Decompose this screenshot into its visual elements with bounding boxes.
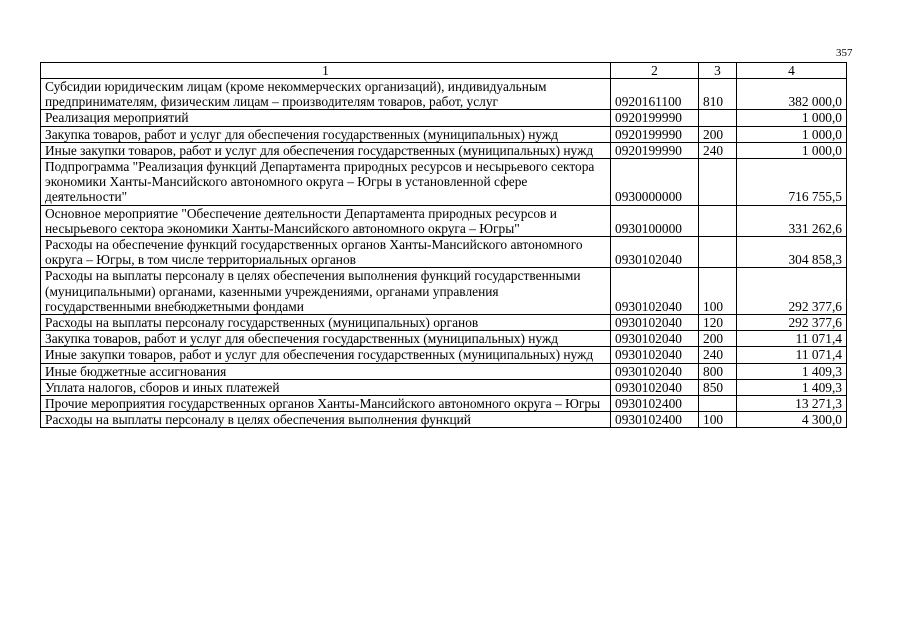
row-name-cell: Субсидии юридическим лицам (кроме некоммерческих организаций), индивидуальным предпринимателям, физическим лицам – производителям товаров, работ, услуг: [41, 79, 611, 110]
table-row: [41, 363, 847, 379]
row-type-cell: 240: [699, 142, 737, 158]
row-name-cell: Расходы на выплаты персоналу в целях обеспечения выполнения функций государственными (муниципальными) органами, казенными учреждениями, органами управления государственными внебюджетными фондами: [41, 268, 611, 315]
row-type-cell: [699, 396, 737, 412]
table-row: [41, 159, 847, 206]
row-sum-cell: 716 755,5: [737, 159, 847, 206]
row-code-cell: 0930102400: [611, 412, 699, 428]
row-sum-cell: 1 409,3: [737, 363, 847, 379]
row-sum-cell: 13 271,3: [737, 396, 847, 412]
row-sum-cell: 331 262,6: [737, 205, 847, 236]
row-name-cell: Иные закупки товаров, работ и услуг для обеспечения государственных (муниципальных) нужд: [41, 347, 611, 363]
row-code-cell: 0930102040: [611, 237, 699, 268]
row-type-cell: 240: [699, 347, 737, 363]
row-name-cell: Закупка товаров, работ и услуг для обеспечения государственных (муниципальных) нужд: [41, 126, 611, 142]
table-row: [41, 110, 847, 126]
column-header-type: 3: [699, 63, 737, 79]
row-type-cell: 120: [699, 315, 737, 331]
row-code-cell: 0920199990: [611, 110, 699, 126]
budget-table: [40, 62, 847, 428]
row-name-cell: Иные закупки товаров, работ и услуг для обеспечения государственных (муниципальных) нужд: [41, 142, 611, 158]
table-row: [41, 347, 847, 363]
row-code-cell: 0930102040: [611, 331, 699, 347]
row-code-cell: 0920199990: [611, 142, 699, 158]
table-row: [41, 142, 847, 158]
row-type-cell: 810: [699, 79, 737, 110]
row-name-cell: Закупка товаров, работ и услуг для обеспечения государственных (муниципальных) нужд: [41, 331, 611, 347]
row-sum-cell: 1 409,3: [737, 379, 847, 395]
row-sum-cell: 11 071,4: [737, 331, 847, 347]
row-sum-cell: 1 000,0: [737, 142, 847, 158]
row-name-cell: Основное мероприятие "Обеспечение деятельности Департамента природных ресурсов и несырьевого сектора экономики Ханты-Мансийского автономного округа – Югры": [41, 205, 611, 236]
row-sum-cell: 304 858,3: [737, 237, 847, 268]
row-type-cell: 200: [699, 126, 737, 142]
table-row: [41, 331, 847, 347]
row-type-cell: [699, 205, 737, 236]
row-type-cell: 100: [699, 412, 737, 428]
row-sum-cell: 1 000,0: [737, 110, 847, 126]
row-type-cell: 200: [699, 331, 737, 347]
row-sum-cell: 1 000,0: [737, 126, 847, 142]
table-row: [41, 396, 847, 412]
row-code-cell: 0930102040: [611, 315, 699, 331]
row-sum-cell: 292 377,6: [737, 315, 847, 331]
row-code-cell: 0930000000: [611, 159, 699, 206]
table-row: [41, 379, 847, 395]
row-code-cell: 0930102040: [611, 268, 699, 315]
page-number: 357: [836, 47, 853, 59]
table-row: [41, 268, 847, 315]
row-code-cell: 0930102040: [611, 379, 699, 395]
table-row: [41, 237, 847, 268]
row-name-cell: Прочие мероприятия государственных органов Ханты-Мансийского автономного округа – Югры: [41, 396, 611, 412]
row-name-cell: Уплата налогов, сборов и иных платежей: [41, 379, 611, 395]
row-type-cell: 850: [699, 379, 737, 395]
table-row: [41, 126, 847, 142]
row-type-cell: [699, 110, 737, 126]
column-header-code: 2: [611, 63, 699, 79]
row-type-cell: [699, 159, 737, 206]
column-header-sum: 4: [737, 63, 847, 79]
table-row: [41, 205, 847, 236]
row-sum-cell: 292 377,6: [737, 268, 847, 315]
row-name-cell: Расходы на выплаты персоналу государственных (муниципальных) органов: [41, 315, 611, 331]
row-code-cell: 0930102040: [611, 347, 699, 363]
column-header-name: 1: [41, 63, 611, 79]
row-code-cell: 0920199990: [611, 126, 699, 142]
row-name-cell: Иные бюджетные ассигнования: [41, 363, 611, 379]
row-sum-cell: 4 300,0: [737, 412, 847, 428]
row-code-cell: 0920161100: [611, 79, 699, 110]
row-code-cell: 0930100000: [611, 205, 699, 236]
row-type-cell: [699, 237, 737, 268]
table-row: [41, 79, 847, 110]
table-row: [41, 315, 847, 331]
row-type-cell: 100: [699, 268, 737, 315]
row-name-cell: Подпрограмма "Реализация функций Департамента природных ресурсов и несырьевого сектора экономики Ханты-Мансийского автономного округа – Югры в установленной сфере деятельности": [41, 159, 611, 206]
table-row: [41, 412, 847, 428]
row-name-cell: Расходы на обеспечение функций государственных органов Ханты-Мансийского автономного округа – Югры, в том числе территориальных органов: [41, 237, 611, 268]
row-sum-cell: 11 071,4: [737, 347, 847, 363]
row-name-cell: Реализация мероприятий: [41, 110, 611, 126]
row-sum-cell: 382 000,0: [737, 79, 847, 110]
table-header-row: [41, 63, 847, 79]
row-name-cell: Расходы на выплаты персоналу в целях обеспечения выполнения функций: [41, 412, 611, 428]
row-code-cell: 0930102400: [611, 396, 699, 412]
row-type-cell: 800: [699, 363, 737, 379]
row-code-cell: 0930102040: [611, 363, 699, 379]
